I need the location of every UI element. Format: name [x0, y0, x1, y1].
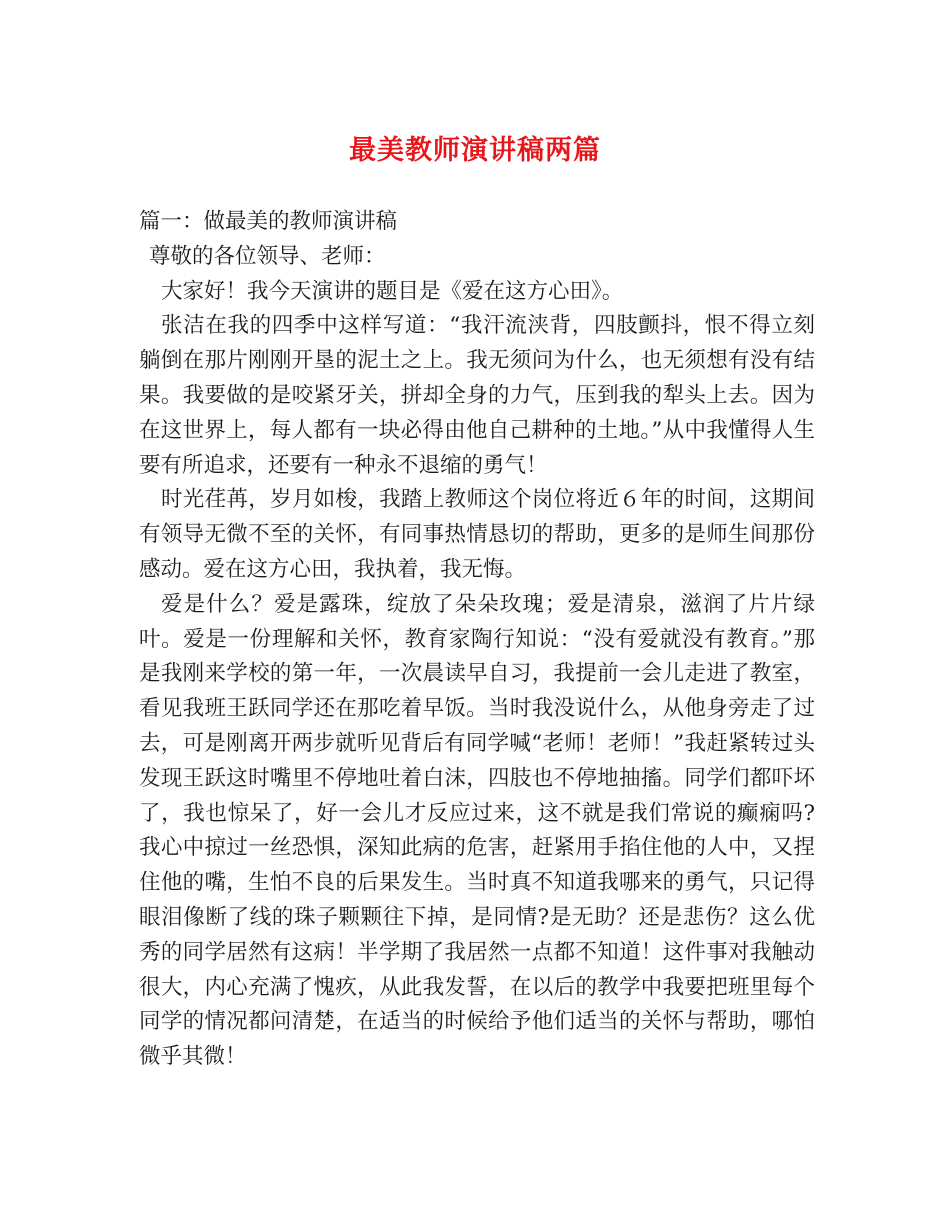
- paragraph-greeting: 大家好！我今天演讲的题目是《爱在这方心田》。: [161, 278, 624, 304]
- document-body: [139, 205, 815, 1075]
- section-heading: 篇一：做最美的教师演讲稿: [139, 209, 398, 234]
- document-title: 最美教师演讲稿两篇: [349, 135, 601, 166]
- paragraph-quote: 张洁在我的四季中这样写道：“我汗流浃背，四肢颤抖，恨不得立刻躺倒在那片刚刚开垦的泥土之上。我无须问为什么，也无须想有没有结果。我要做的是咬紧牙关，拼却全身的力气，压到我的犁头上去。因为在这世界上，每人都有一块必得由他自己耕种的土地。”从中我懂得人生要有所追求，还要有一种永不退缩的勇气！: [139, 313, 815, 478]
- salutation: 尊敬的各位领导、老师：: [149, 243, 386, 269]
- paragraph-story: 爱是什么？爱是露珠，绽放了朵朵玫瑰；爱是清泉，滋润了片片绿叶。爱是一份理解和关怀，教育家陶行知说：“没有爱就没有教育。”那是我刚来学校的第一年，一次晨读早自习，我提前一会儿走进了教室，看见我班王跃同学还在那吃着早饭。当时我没说什么，从他身旁走了过去，可是刚离开两步就听见背后有同学喊“老师！老师！”我赶紧转过头发现王跃这时嘴里不停地吐着白沫，四肢也不停地抽搐。同学们都吓坏了，我也惊呆了，好一会儿才反应过来，这不就是我们常说的癫痫吗?我心中掠过一丝恐惧，深知此病的危害，赶紧用手掐住他的人中，又捏住他的嘴，生怕不良的后果发生。当时真不知道我哪来的勇气，只记得眼泪像断了线的珠子颗颗往下掉，是同情?是无助？还是悲伤？这么优秀的同学居然有这病！半学期了我居然一点都不知道！这件事对我触动很大，内心充满了愧疚，从此我发誓，在以后的教学中我要把班里每个同学的情况都问清楚，在适当的时候给予他们适当的关怀与帮助，哪怕微乎其微！: [139, 591, 815, 1070]
- paragraph-years: 时光荏苒，岁月如梭，我踏上教师这个岗位将近６年的时间，这期间有领导无微不至的关怀，有同事热情恳切的帮助，更多的是师生间那份感动。爱在这方心田，我执着，我无悔。: [139, 487, 815, 582]
